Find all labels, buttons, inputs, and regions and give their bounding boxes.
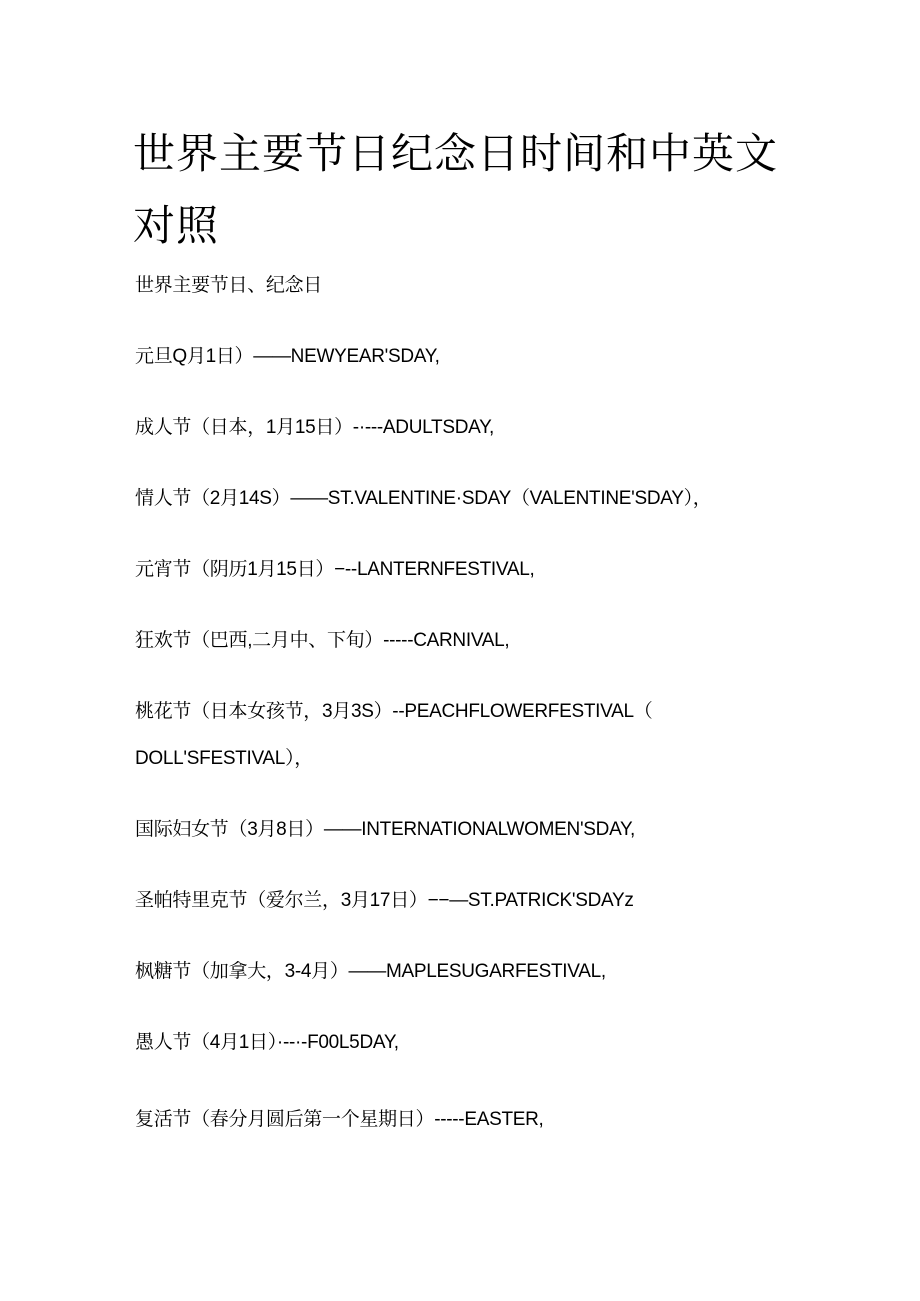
festival-entry-carnival: 狂欢节（巴西,二月中、下旬）-----CARNIVAL, <box>135 630 510 651</box>
festival-entry-peach-flower-festival: 桃花节（日本女孩节，3月3S）--PEACHFLOWERFESTIVAL（ <box>135 701 653 722</box>
festival-entry-new-year: 元旦Q月1日）——NEWYEAR'SDAY, <box>135 346 440 367</box>
festival-entry-peach-flower-festival-continued: DOLL'SFESTIVAL）， <box>135 748 313 769</box>
festival-entry-easter: 复活节（春分月圆后第一个星期日）-----EASTER, <box>135 1109 544 1130</box>
section-heading: 世界主要节日、纪念日 <box>135 275 323 296</box>
festival-entry-womens-day: 国际妇女节（3月8日）——INTERNATIONALWOMEN'SDAY, <box>135 819 635 840</box>
document-title: 世界主要节日纪念日时间和中英文对照 <box>133 129 779 250</box>
festival-entry-st-patricks-day: 圣帕特里克节（爱尔兰，3月17日）−−—ST.PATRICK'SDAYz <box>135 890 634 911</box>
festival-entry-adults-day: 成人节（日本，1月15日）-·---ADULTSDAY, <box>135 417 494 438</box>
festival-entry-lantern-festival: 元宵节（阴历1月15日）−--LANTERNFESTIVAL, <box>135 559 535 580</box>
festival-entry-fools-day: 愚人节（4月1日）·--·-F00L5DAY, <box>135 1032 399 1053</box>
festival-entry-maple-sugar-festival: 枫糖节（加拿大，3-4月）——MAPLESUGARFESTIVAL, <box>135 961 606 982</box>
festival-entry-valentines-day: 情人节（2月14S）——ST.VALENTINE·SDAY（VALENTINE'SDAY）， <box>135 488 712 509</box>
